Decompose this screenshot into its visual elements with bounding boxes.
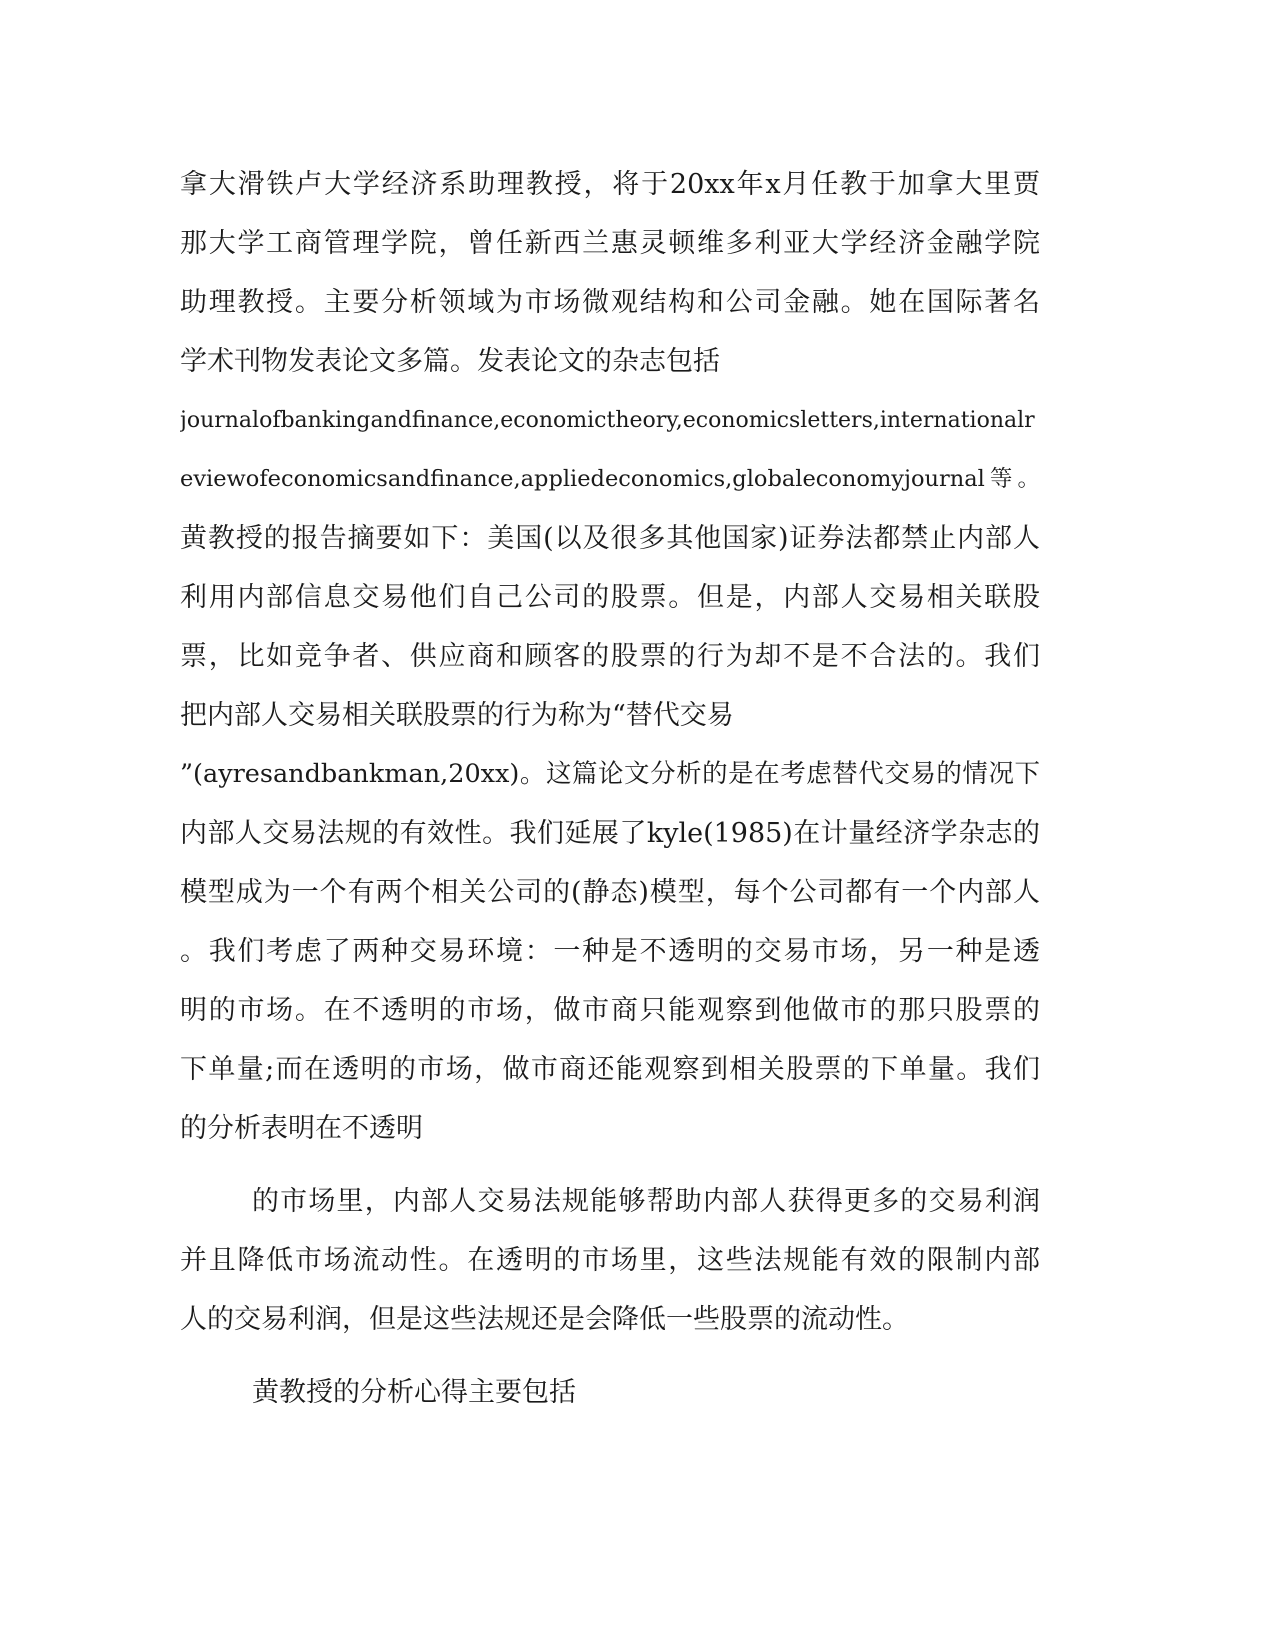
document-body <box>180 155 1040 1422</box>
text-line: ”(ayresandbankman,20xx)。这篇论文分析的是在考虑替代交易的情况下 <box>180 759 1040 789</box>
text-line: 黄教授的报告摘要如下：美国(以及很多其他国家)证券法都禁止内部人 <box>180 523 1040 554</box>
paragraph-spacer <box>180 1349 1040 1363</box>
text-line: 把内部人交易相关联股票的行为称为“替代交易 <box>180 700 734 731</box>
text-line: 助理教授。主要分析领域为市场微观结构和公司金融。她在国际著名 <box>180 287 1040 318</box>
paragraph-spacer <box>180 1158 1040 1172</box>
paragraph-summary-intro <box>180 1363 1040 1422</box>
text-line: 明的市场。在不透明的市场，做市商只能观察到他做市的那只股票的 <box>180 995 1040 1026</box>
text-line: journalofbankingandfinance,economictheory,economicsletters,internationalr <box>180 408 1035 433</box>
text-line: 人的交易利润，但是这些法规还是会降低一些股票的流动性。 <box>180 1304 909 1335</box>
paragraph-bio-and-abstract <box>180 155 1040 1158</box>
text-line: 那大学工商管理学院，曾任新西兰惠灵顿维多利亚大学经济金融学院 <box>180 228 1040 259</box>
text-line: 利用内部信息交易他们自己公司的股票。但是，内部人交易相关联股 <box>180 582 1040 613</box>
text-line: 模型成为一个有两个相关公司的(静态)模型，每个公司都有一个内部人 <box>180 877 1040 908</box>
text-line: eviewofeconomicsandfinance,appliedeconomics,globaleconomyjournal等。 <box>180 466 1040 492</box>
text-line: 拿大滑铁卢大学经济系助理教授，将于20xx年x月任教于加拿大里贾 <box>180 169 1040 200</box>
text-line: 内部人交易法规的有效性。我们延展了kyle(1985)在计量经济学杂志的 <box>180 818 1040 849</box>
text-line: 下单量;而在透明的市场，做市商还能观察到相关股票的下单量。我们 <box>180 1054 1040 1085</box>
paragraph-conclusion <box>180 1172 1040 1349</box>
text-line: 。我们考虑了两种交易环境：一种是不透明的交易市场，另一种是透 <box>180 936 1040 967</box>
text-line: 票，比如竞争者、供应商和顾客的股票的行为却不是不合法的。我们 <box>180 641 1040 672</box>
text-line: 学术刊物发表论文多篇。发表论文的杂志包括 <box>180 346 720 377</box>
text-line: 的分析表明在不透明 <box>180 1113 423 1144</box>
text-line: 并且降低市场流动性。在透明的市场里，这些法规能有效的限制内部 <box>180 1245 1040 1276</box>
text-line: 黄教授的分析心得主要包括 <box>252 1377 576 1408</box>
text-line: 的市场里，内部人交易法规能够帮助内部人获得更多的交易利润 <box>252 1186 1040 1217</box>
